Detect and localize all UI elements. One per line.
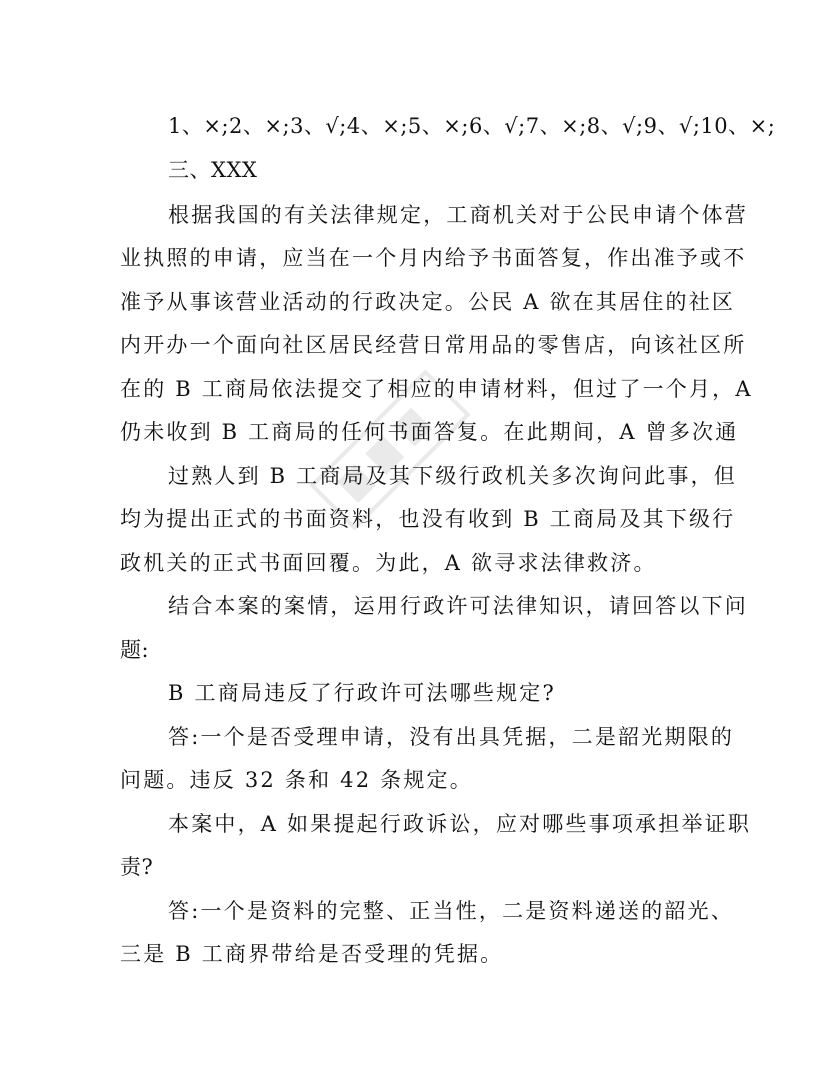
prompt-line: 题: (120, 638, 150, 662)
answer-key: 1、×;2、×;3、√;4、×;5、×;6、√;7、×;8、√;9、√;10、×; (168, 114, 776, 138)
case-paragraph-line: 均为提出正式的书面资料，也没有收到 B 工商局及其下级行 (120, 507, 736, 531)
watermark-stamp-icon (263, 323, 518, 578)
prompt-line: 结合本案的案情，运用行政许可法律知识，请回答以下问 (168, 594, 748, 618)
case-paragraph-line: 在的 B 工商局依法提交了相应的申请材料，但过了一个月，A (120, 377, 753, 401)
case-paragraph-line: 政机关的正式书面回覆。为此，A 欲寻求法律救济。 (120, 551, 657, 575)
case-paragraph-line: 过熟人到 B 工商局及其下级行政机关多次询问此事，但 (168, 464, 737, 488)
answer-2-line: 三是 B 工商界带给是否受理的凭据。 (120, 942, 504, 966)
case-paragraph-line: 根据我国的有关法律规定，工商机关对于公民申请个体营 (168, 203, 748, 227)
answer-1-line: 问题。违反 32 条和 42 条规定。 (120, 768, 473, 792)
answer-1-line: 答:一个是否受理申请，没有出具凭据，二是韶光期限的 (168, 725, 735, 749)
question-2-line: 责? (120, 855, 154, 879)
section-heading: 三、XXX (168, 158, 258, 182)
question-2-line: 本案中，A 如果提起行政诉讼，应对哪些事项承担举证职 (168, 812, 752, 836)
case-paragraph-line: 准予从事该营业活动的行政决定。公民 A 欲在其居住的社区 (120, 290, 736, 314)
answer-2-line: 答:一个是资料的完整、正当性，二是资料递送的韶光、 (168, 899, 735, 923)
question-1: B 工商局违反了行政许可法哪些规定? (168, 681, 556, 705)
case-paragraph-line: 内开办一个面向社区居民经营日常用品的零售店，向该社区所 (120, 333, 747, 357)
case-paragraph-line: 业执照的申请，应当在一个月内给予书面答复，作出准予或不 (120, 246, 747, 270)
case-paragraph-line: 仍未收到 B 工商局的任何书面答复。在此期间，A 曾多次通 (120, 420, 739, 444)
